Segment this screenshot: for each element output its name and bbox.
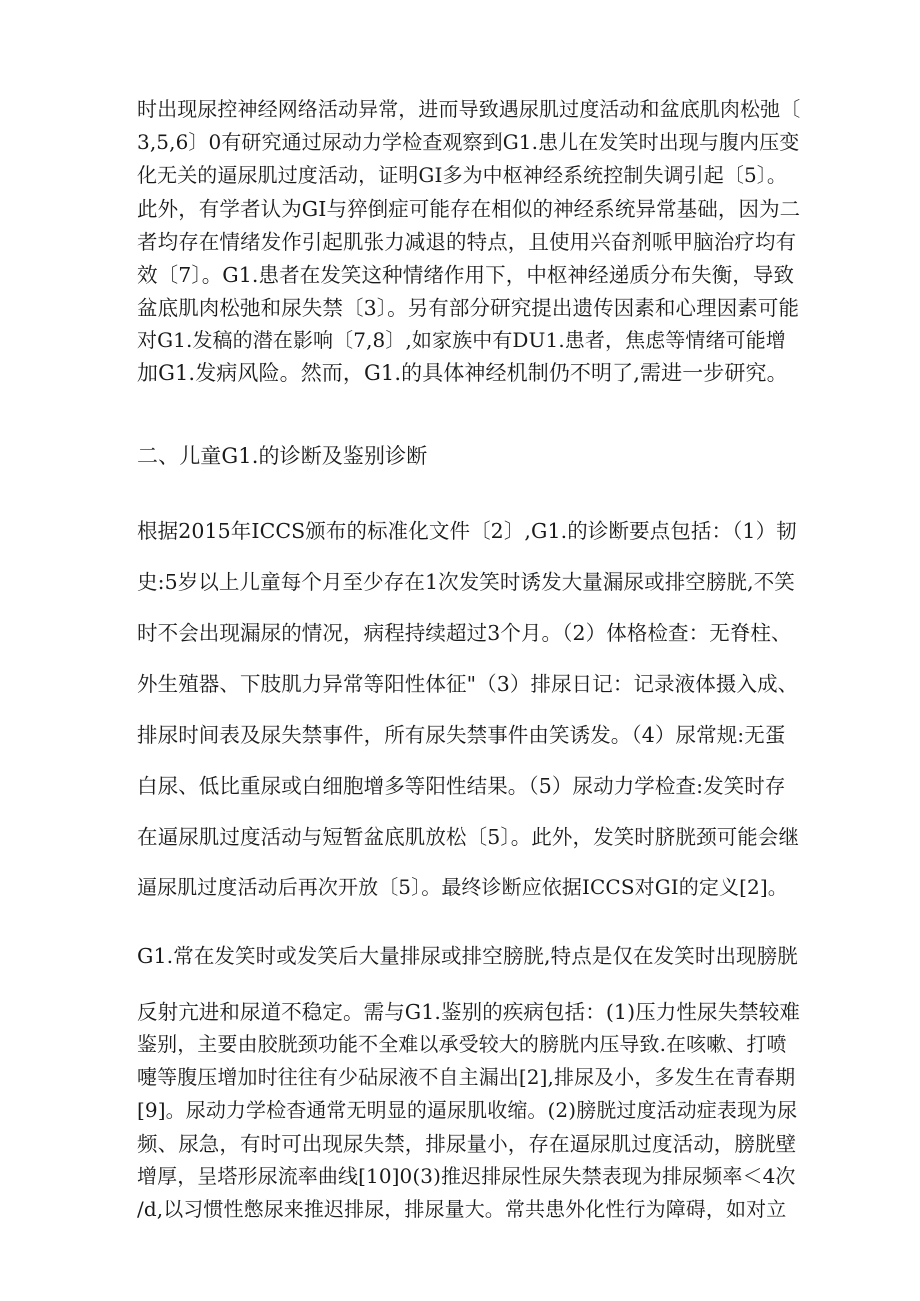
text-line: 排尿时间表及尿失禁事件，所有尿失禁事件由笑诱发。（4）尿常规:无蛋 [137,723,786,747]
text-line: 者均存在情绪发作引起肌张力减退的特点，且使用兴奋剂哌甲脑治疗均有 [137,230,797,254]
text-line: 外生殖器、下肢肌力异常等阳性体征"（3）排尿日记：记录液体摄入成、 [137,672,799,696]
text-line: 对G1.发稿的潜在影响〔7,8〕,如家族中有DU1.患者，焦虑等情绪可能增 [137,328,786,352]
text-line: 时出现尿控神经网络活动异常，进而导致遇尿肌过度活动和盆底肌肉松弛〔 [137,97,801,121]
text-line: 此外，有学者认为GI与猝倒症可能存在相似的神经系统异常基础，因为二 [137,197,801,221]
text-line: 根据2015年ICCS颁布的标准化文件〔2〕,G1.的诊断要点包括：（1）韧 [137,519,797,543]
text-line: 在逼尿肌过度活动与短暂盆底肌放松〔5〕。此外，发笑时脐胱颈可能会继 [137,825,800,849]
text-line: 3,5,6〕0有研究通过尿动力学检查观察到G1.患儿在发笑时出现与腹内压变 [137,130,800,154]
text-line: 史:5岁以上儿童每个月至少存在1次发笑时诱发大量漏尿或排空膀胱,不笑 [137,570,795,594]
text-line: 鉴别，主要由胶胱颈功能不全难以承受较大的膀胱内压导致.在咳嗽、打喷 [137,1032,787,1056]
text-line: 白尿、低比重尿或白细胞增多等阳性结果。（5）尿动力学检查:发笑时存 [137,774,786,798]
section-heading: 二、儿童G1.的诊断及鉴别诊断 [137,444,428,468]
text-line: /d,以习惯性憋尿来推迟排尿，排尿量大。常共患外化性行为障碍，如对立 [137,1197,787,1221]
text-line: 时不会出现漏尿的情况，病程持续超过3个月。（2）体格检查：无脊柱、 [137,621,792,645]
text-line: 盆底肌肉松弛和尿失禁〔3〕。另有部分研究提出遗传因素和心理因素可能 [137,296,800,320]
text-line: 化无关的逼尿肌过度活动，证明GI多为中枢神经系统控制失调引起〔5〕。 [137,163,788,187]
text-line: [9]。尿动力学检杳通常无明显的逼尿肌收缩。(2)膀胱过度活动症表现为尿 [137,1098,798,1122]
text-line: 频、尿急，有时可出现尿失禁，排尿量小，存在逼尿肌过度活动，膀胱壁 [137,1132,797,1156]
text-line: 逼尿肌过度活动后再次开放〔5〕。最终诊断应依据ICCS对GI的定义[2]。 [137,875,788,899]
text-line: 加G1.发病风险。然而，G1.的具体神经机制仍不明了,需进一步研究。 [137,361,788,385]
text-line: 增厚，呈塔形尿流率曲线[10]0(3)推迟排尿性尿失禁表现为排尿频率＜4次 [137,1164,796,1188]
text-line: 效〔7〕。G1.患者在发笑这种情绪作用下，中枢神经递质分布失衡，导致 [137,263,795,287]
text-line: 反射亢进和尿道不稳定。需与G1.鉴别的疾病包括：(1)压力性尿失禁较难 [137,1000,800,1024]
text-line: 嚏等腹压增加时往往有少砧尿液不自主漏出[2],排尿及小，多发生在青春期 [137,1065,796,1089]
text-line: G1.常在发笑时或发笑后大量排尿或排空膀胱,特点是仅在发笑时出现膀胱 [137,944,798,968]
